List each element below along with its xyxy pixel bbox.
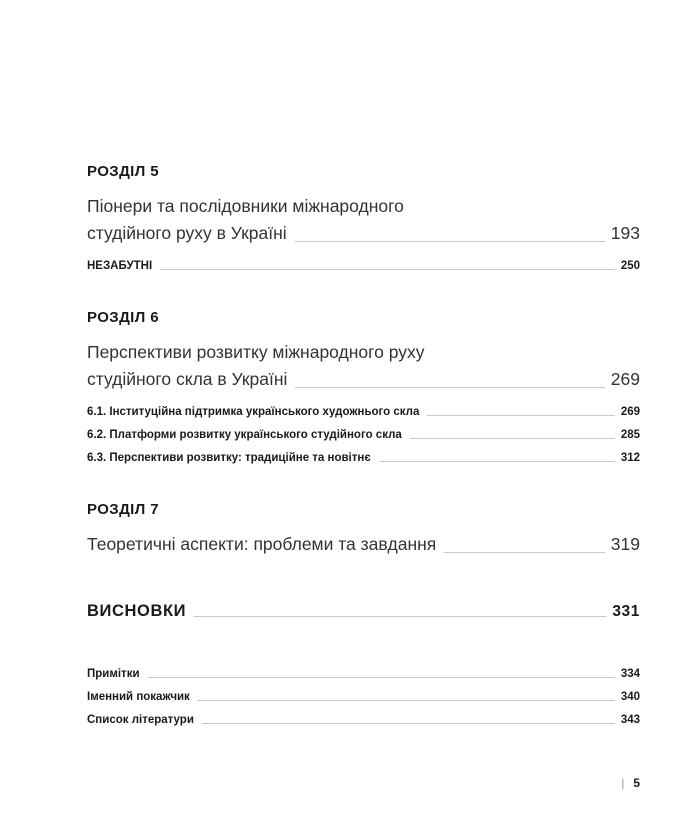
table-of-contents <box>87 163 640 727</box>
conclusions-title: ВИСНОВКИ <box>87 602 187 620</box>
toc-subentry-title: 6.1. Інституційна підтримка українського художнього скла <box>87 406 420 418</box>
toc-subentry-title: 6.2. Платформи розвитку українського студійного скла <box>87 429 402 441</box>
toc-subentry <box>87 428 640 442</box>
chapter-7-heading: РОЗДІЛ 7 <box>87 501 159 518</box>
toc-section-chapter-7 <box>87 501 640 558</box>
leader-line <box>198 700 615 701</box>
backmatter-page-number: 334 <box>620 668 640 680</box>
leader-line <box>160 269 615 270</box>
toc-subentry-page-number: 312 <box>620 452 640 464</box>
leader-line <box>202 723 615 724</box>
leader-line <box>295 387 604 388</box>
toc-backmatter <box>87 667 640 727</box>
backmatter-title: Примітки <box>87 668 140 680</box>
toc-section-chapter-6 <box>87 309 640 465</box>
toc-entry-title-line1: Піонери та послідовники міжнародного <box>87 196 404 216</box>
toc-subentry-title: 6.3. Перспективи розвитку: традиційне та новітнє <box>87 452 371 464</box>
backmatter-page-number: 343 <box>620 714 640 726</box>
toc-entry-chapter-6 <box>87 339 640 393</box>
toc-backmatter-entry <box>87 690 640 704</box>
toc-entry-page-number: 193 <box>610 223 640 243</box>
footer-page-number: 5 <box>633 776 640 790</box>
toc-subentry-title: НЕЗАБУТНІ <box>87 260 153 272</box>
leader-line <box>148 677 615 678</box>
toc-subentry <box>87 451 640 465</box>
toc-section-chapter-5 <box>87 163 640 273</box>
footer-separator: | <box>621 776 625 790</box>
toc-entry-title-line1: Перспективи розвитку міжнародного руху <box>87 342 425 362</box>
toc-subentry <box>87 405 640 419</box>
backmatter-page-number: 340 <box>620 691 640 703</box>
toc-backmatter-entry <box>87 713 640 727</box>
toc-entry-page-number: 269 <box>610 369 640 389</box>
leader-line <box>410 438 615 439</box>
backmatter-title: Іменний покажчик <box>87 691 190 703</box>
toc-subentry <box>87 259 640 273</box>
toc-entry-title-line2: студійного руху в Україні <box>87 223 287 243</box>
toc-subentry-page-number: 285 <box>620 429 640 441</box>
toc-entry-title-line2: студійного скла в Україні <box>87 369 288 389</box>
leader-line <box>295 241 605 242</box>
conclusions-page-number: 331 <box>612 603 640 620</box>
leader-line <box>444 552 605 553</box>
toc-entry-title-line1: Теоретичні аспекти: проблеми та завдання <box>87 534 437 554</box>
leader-line <box>194 616 606 617</box>
chapter-5-heading: РОЗДІЛ 5 <box>87 163 159 180</box>
leader-line <box>379 461 615 462</box>
toc-entry-chapter-5 <box>87 193 640 247</box>
page-footer <box>621 776 640 790</box>
chapter-6-heading: РОЗДІЛ 6 <box>87 309 159 326</box>
backmatter-title: Список літератури <box>87 714 194 726</box>
toc-subentry-page-number: 250 <box>620 260 640 272</box>
toc-subentry-page-number: 269 <box>620 406 640 418</box>
toc-entry-conclusions <box>87 602 640 621</box>
leader-line <box>427 415 614 416</box>
toc-entry-chapter-7 <box>87 531 640 558</box>
toc-entry-page-number: 319 <box>610 534 640 554</box>
toc-backmatter-entry <box>87 667 640 681</box>
